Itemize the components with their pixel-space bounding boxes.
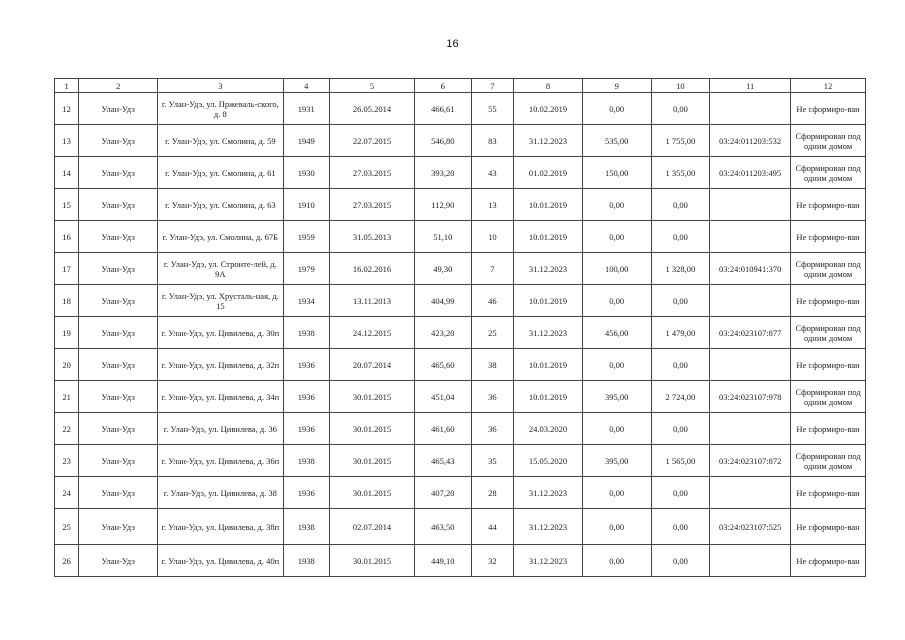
land-status-cell: Не сформиро-ван [791,509,866,545]
residents-cell: 25 [471,317,513,349]
city-cell: Улан-Удэ [79,445,158,477]
cadastral-number-cell: 03:24:023107:525 [710,509,791,545]
row-index: 13 [55,125,79,157]
residents-cell: 55 [471,93,513,125]
address-cell: г. Улан-Удэ, ул. Цивилева, д. 32п [158,349,283,381]
value-9-cell: 0,00 [582,285,651,317]
table-row [55,253,866,285]
land-status-cell: Сформирован под одним домом [791,157,866,189]
residents-cell: 36 [471,413,513,445]
survey-date-cell: 27.03.2015 [330,157,415,189]
value-9-cell: 0,00 [582,189,651,221]
table-row [55,285,866,317]
area-cell: 465,60 [414,349,471,381]
year-cell: 1936 [283,349,330,381]
area-cell: 423,20 [414,317,471,349]
city-cell: Улан-Удэ [79,545,158,577]
table-body [55,93,866,577]
survey-date-cell: 30.01.2015 [330,381,415,413]
address-cell: г. Улан-Удэ, ул. Пржеваль-ского, д. 8 [158,93,283,125]
deadline-cell: 15.05.2020 [514,445,583,477]
survey-date-cell: 20.07.2014 [330,349,415,381]
land-status-cell: Не сформиро-ван [791,189,866,221]
residents-cell: 35 [471,445,513,477]
land-status-cell: Сформирован под одним домом [791,317,866,349]
area-cell: 49,30 [414,253,471,285]
survey-date-cell: 27.03.2015 [330,189,415,221]
value-10-cell: 0,00 [651,349,710,381]
survey-date-cell: 13.11.2013 [330,285,415,317]
address-cell: г. Улан-Удэ, ул. Цивилева, д. 36 [158,413,283,445]
year-cell: 1936 [283,477,330,509]
year-cell: 1938 [283,317,330,349]
value-10-cell: 1 565,00 [651,445,710,477]
survey-date-cell: 22.07.2015 [330,125,415,157]
survey-date-cell: 16.02.2016 [330,253,415,285]
area-cell: 404,99 [414,285,471,317]
column-header-7: 7 [471,79,513,93]
deadline-cell: 10.02.2019 [514,93,583,125]
table-row [55,93,866,125]
column-header-12: 12 [791,79,866,93]
address-cell: г. Улан-Удэ, ул. Смолина, д. 59 [158,125,283,157]
year-cell: 1910 [283,189,330,221]
survey-date-cell: 30.01.2015 [330,477,415,509]
row-index: 18 [55,285,79,317]
residents-cell: 44 [471,509,513,545]
cadastral-number-cell: 03:24:010941:370 [710,253,791,285]
cadastral-number-cell [710,285,791,317]
city-cell: Улан-Удэ [79,285,158,317]
value-10-cell: 1 755,00 [651,125,710,157]
city-cell: Улан-Удэ [79,477,158,509]
year-cell: 1936 [283,381,330,413]
deadline-cell: 31.12.2023 [514,545,583,577]
year-cell: 1938 [283,545,330,577]
cadastral-number-cell [710,189,791,221]
value-10-cell: 1 328,00 [651,253,710,285]
area-cell: 449,10 [414,545,471,577]
address-cell: г. Улан-Удэ, ул. Цивилева, д. 40п [158,545,283,577]
city-cell: Улан-Удэ [79,509,158,545]
cadastral-number-cell: 03:24:023107:978 [710,381,791,413]
area-cell: 51,10 [414,221,471,253]
column-header-5: 5 [330,79,415,93]
value-10-cell: 0,00 [651,509,710,545]
address-cell: г. Улан-Удэ, ул. Цивилева, д. 38 [158,477,283,509]
row-index: 12 [55,93,79,125]
row-index: 16 [55,221,79,253]
area-cell: 451,04 [414,381,471,413]
table-row [55,349,866,381]
cadastral-number-cell [710,349,791,381]
table-row [55,509,866,545]
city-cell: Улан-Удэ [79,125,158,157]
city-cell: Улан-Удэ [79,381,158,413]
survey-date-cell: 30.01.2015 [330,545,415,577]
housing-registry-table [54,78,866,577]
row-index: 25 [55,509,79,545]
table-row [55,477,866,509]
residents-cell: 32 [471,545,513,577]
column-header-3: 3 [158,79,283,93]
value-10-cell: 1 355,00 [651,157,710,189]
land-status-cell: Не сформиро-ван [791,545,866,577]
deadline-cell: 31.12.2023 [514,317,583,349]
survey-date-cell: 30.01.2015 [330,445,415,477]
address-cell: г. Улан-Удэ, ул. Смолина, д. 67Б [158,221,283,253]
residents-cell: 46 [471,285,513,317]
table-row [55,445,866,477]
land-status-cell: Не сформиро-ван [791,285,866,317]
value-10-cell: 0,00 [651,285,710,317]
value-10-cell: 0,00 [651,189,710,221]
area-cell: 463,50 [414,509,471,545]
deadline-cell: 01.02.2019 [514,157,583,189]
land-status-cell: Сформирован под одним домом [791,381,866,413]
value-10-cell: 2 724,00 [651,381,710,413]
column-header-2: 2 [79,79,158,93]
row-index: 22 [55,413,79,445]
cadastral-number-cell: 03:24:011203:495 [710,157,791,189]
column-header-9: 9 [582,79,651,93]
residents-cell: 10 [471,221,513,253]
land-status-cell: Не сформиро-ван [791,93,866,125]
table-row [55,125,866,157]
address-cell: г. Улан-Удэ, ул. Смолина, д. 61 [158,157,283,189]
city-cell: Улан-Удэ [79,189,158,221]
table-row [55,221,866,253]
residents-cell: 83 [471,125,513,157]
survey-date-cell: 30.01.2015 [330,413,415,445]
year-cell: 1959 [283,221,330,253]
address-cell: г. Улан-Удэ, ул. Цивилева, д. 30п [158,317,283,349]
area-cell: 112,90 [414,189,471,221]
survey-date-cell: 26.05.2014 [330,93,415,125]
cadastral-number-cell [710,413,791,445]
table-row [55,381,866,413]
land-status-cell: Сформирован под одним домом [791,253,866,285]
deadline-cell: 10.01.2019 [514,349,583,381]
address-cell: г. Улан-Удэ, ул. Строите-лей, д. 9А [158,253,283,285]
year-cell: 1931 [283,93,330,125]
deadline-cell: 10.01.2019 [514,189,583,221]
cadastral-number-cell [710,221,791,253]
residents-cell: 13 [471,189,513,221]
row-index: 21 [55,381,79,413]
row-index: 17 [55,253,79,285]
value-10-cell: 0,00 [651,477,710,509]
table-row [55,545,866,577]
year-cell: 1979 [283,253,330,285]
land-status-cell: Не сформиро-ван [791,413,866,445]
cadastral-number-cell [710,93,791,125]
value-10-cell: 0,00 [651,221,710,253]
residents-cell: 7 [471,253,513,285]
value-10-cell: 0,00 [651,413,710,445]
city-cell: Улан-Удэ [79,221,158,253]
survey-date-cell: 02.07.2014 [330,509,415,545]
value-10-cell: 0,00 [651,93,710,125]
residents-cell: 36 [471,381,513,413]
land-status-cell: Не сформиро-ван [791,477,866,509]
deadline-cell: 24.03.2020 [514,413,583,445]
city-cell: Улан-Удэ [79,413,158,445]
column-header-11: 11 [710,79,791,93]
address-cell: г. Улан-Удэ, ул. Смолина, д. 63 [158,189,283,221]
column-header-4: 4 [283,79,330,93]
year-cell: 1936 [283,413,330,445]
cadastral-number-cell: 03:24:023107:872 [710,445,791,477]
area-cell: 461,60 [414,413,471,445]
value-9-cell: 0,00 [582,349,651,381]
year-cell: 1949 [283,125,330,157]
address-cell: г. Улан-Удэ, ул. Цивилева, д. 36п [158,445,283,477]
year-cell: 1938 [283,445,330,477]
address-cell: г. Улан-Удэ, ул. Цивилева, д. 38п [158,509,283,545]
city-cell: Улан-Удэ [79,349,158,381]
value-9-cell: 395,00 [582,381,651,413]
residents-cell: 38 [471,349,513,381]
residents-cell: 28 [471,477,513,509]
value-9-cell: 535,00 [582,125,651,157]
deadline-cell: 31.12.2023 [514,253,583,285]
residents-cell: 43 [471,157,513,189]
deadline-cell: 10.01.2019 [514,381,583,413]
value-9-cell: 0,00 [582,509,651,545]
area-cell: 466,61 [414,93,471,125]
cadastral-number-cell: 03:24:011203:532 [710,125,791,157]
row-index: 23 [55,445,79,477]
value-9-cell: 0,00 [582,221,651,253]
page-number: 16 [446,38,459,50]
value-9-cell: 395,00 [582,445,651,477]
column-header-6: 6 [414,79,471,93]
land-status-cell: Сформирован под одним домом [791,445,866,477]
table-row [55,157,866,189]
area-cell: 393,20 [414,157,471,189]
column-header-8: 8 [514,79,583,93]
cadastral-number-cell [710,545,791,577]
city-cell: Улан-Удэ [79,93,158,125]
row-index: 24 [55,477,79,509]
survey-date-cell: 24.12.2015 [330,317,415,349]
column-header-1: 1 [55,79,79,93]
value-9-cell: 0,00 [582,477,651,509]
address-cell: г. Улан-Удэ, ул. Хрусталь-ная, д. 15 [158,285,283,317]
row-index: 14 [55,157,79,189]
city-cell: Улан-Удэ [79,157,158,189]
year-cell: 1930 [283,157,330,189]
value-9-cell: 150,00 [582,157,651,189]
row-index: 19 [55,317,79,349]
land-status-cell: Сформирован под одним домом [791,125,866,157]
address-cell: г. Улан-Удэ, ул. Цивилева, д. 34п [158,381,283,413]
value-10-cell: 1 479,00 [651,317,710,349]
value-9-cell: 0,00 [582,93,651,125]
cadastral-number-cell: 03:24:023107:877 [710,317,791,349]
row-index: 20 [55,349,79,381]
land-status-cell: Не сформиро-ван [791,221,866,253]
deadline-cell: 10.01.2019 [514,221,583,253]
row-index: 26 [55,545,79,577]
year-cell: 1938 [283,509,330,545]
year-cell: 1934 [283,285,330,317]
cadastral-number-cell [710,477,791,509]
area-cell: 407,20 [414,477,471,509]
value-9-cell: 0,00 [582,413,651,445]
city-cell: Улан-Удэ [79,253,158,285]
value-9-cell: 456,00 [582,317,651,349]
deadline-cell: 31.12.2023 [514,477,583,509]
deadline-cell: 31.12.2023 [514,509,583,545]
table-row [55,413,866,445]
survey-date-cell: 31.05.2013 [330,221,415,253]
value-9-cell: 100,00 [582,253,651,285]
deadline-cell: 31.12.2023 [514,125,583,157]
city-cell: Улан-Удэ [79,317,158,349]
column-number-row [55,79,866,93]
column-header-10: 10 [651,79,710,93]
land-status-cell: Не сформиро-ван [791,349,866,381]
table-row [55,317,866,349]
table-row [55,189,866,221]
deadline-cell: 10.01.2019 [514,285,583,317]
row-index: 15 [55,189,79,221]
value-10-cell: 0,00 [651,545,710,577]
area-cell: 546,80 [414,125,471,157]
value-9-cell: 0,00 [582,545,651,577]
area-cell: 465,43 [414,445,471,477]
